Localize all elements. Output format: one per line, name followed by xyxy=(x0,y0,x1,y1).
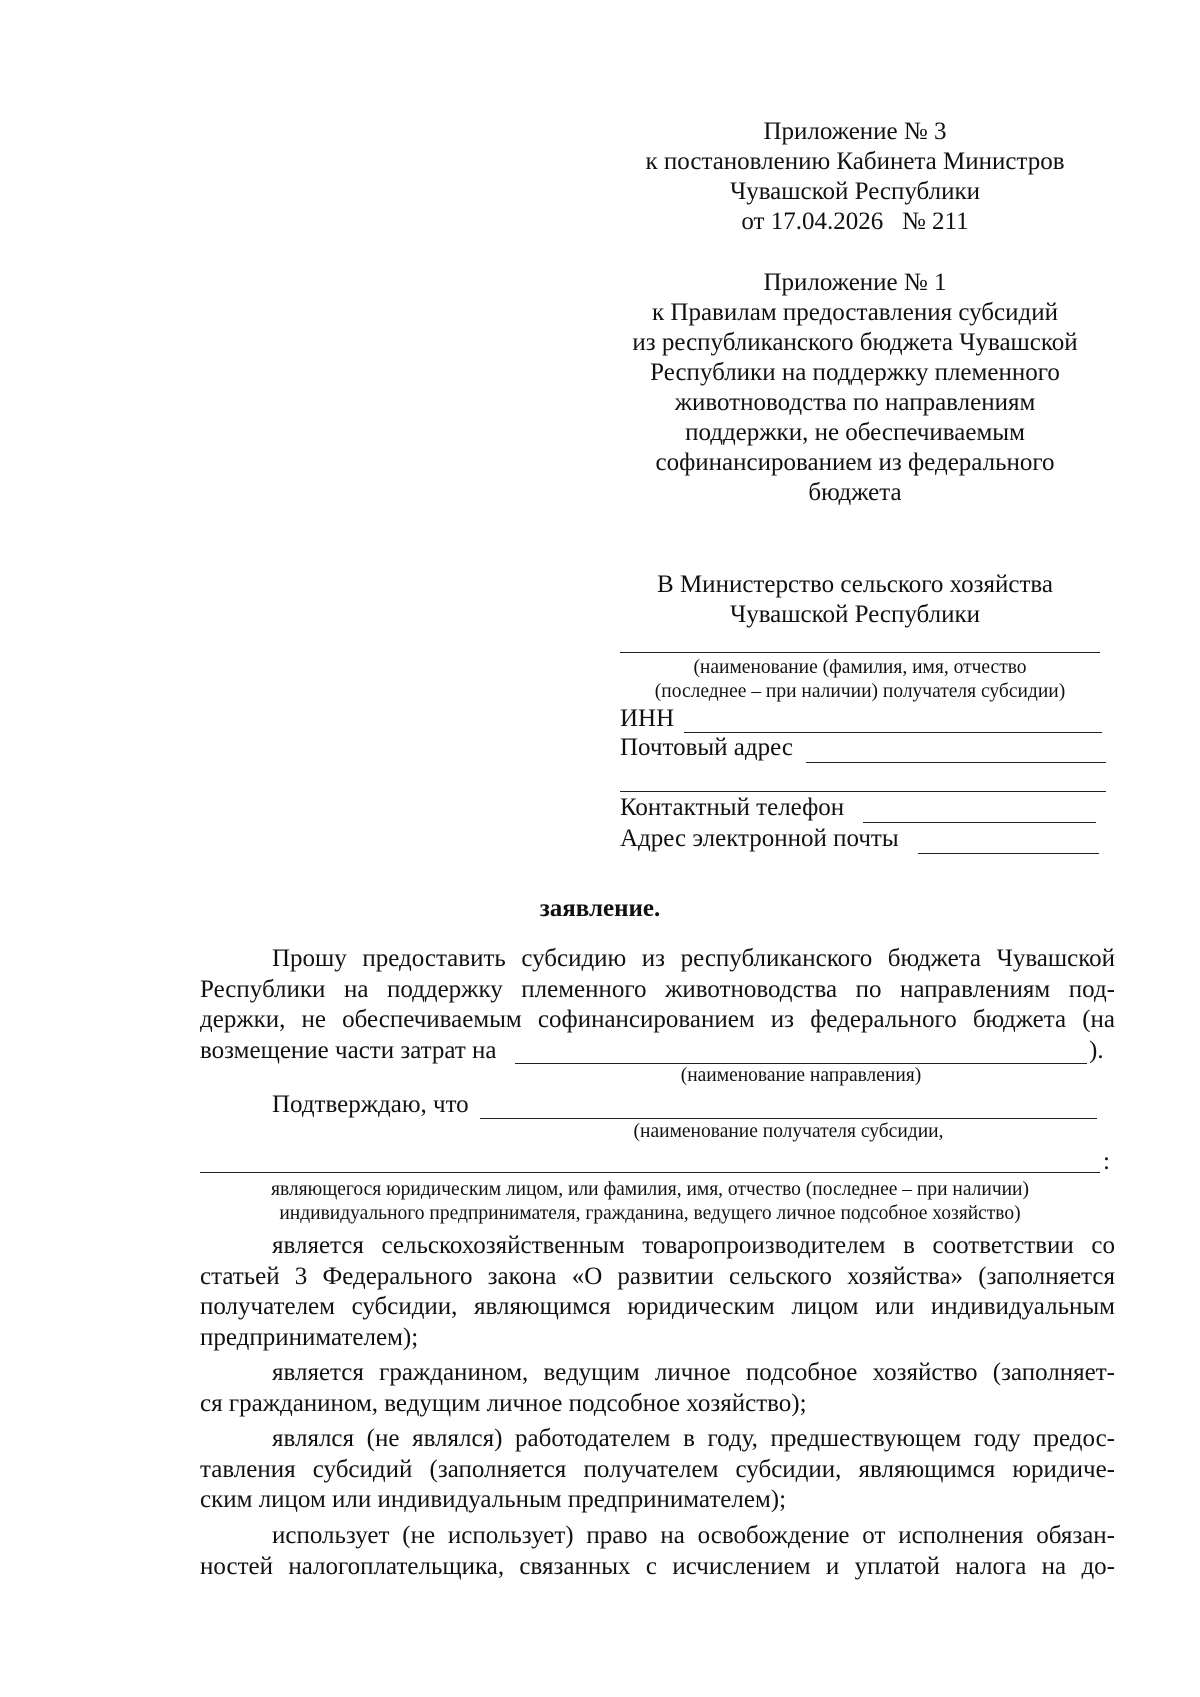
paragraph-line: Республики на поддержку племенного животноводства по направлениям под- xyxy=(200,975,1115,1003)
paragraph-line: Прошу предоставить субсидию из республиканского бюджета Чувашской xyxy=(272,945,1115,972)
postal-address-field[interactable] xyxy=(806,762,1106,763)
paragraph-line: являлся (не являлся) работодателем в году, предшествующем году предос- xyxy=(272,1425,1115,1452)
applicant-name-field[interactable] xyxy=(620,652,1100,653)
paragraph-line: держки, не обеспечиваемым софинансированием из федерального бюджета (на xyxy=(200,1006,1115,1034)
paragraph-line: использует (не использует) право на освобождение от исполнения обязан- xyxy=(272,1522,1115,1549)
request-close: ). xyxy=(1089,1037,1104,1064)
paragraph-line: является гражданином, ведущим личное подсобное хозяйство (заполняет- xyxy=(272,1359,1115,1386)
request-paragraph xyxy=(200,944,1115,1066)
clause-agricultural-producer xyxy=(200,1231,1115,1353)
addressee-line: В Министерство сельского хозяйства xyxy=(657,571,1053,598)
email-field[interactable] xyxy=(918,853,1099,854)
appendix-1-header xyxy=(620,268,1090,508)
paragraph-line: является сельскохозяйственным товаропроизводителем в соответствии со xyxy=(272,1232,1115,1259)
header-line: Приложение № 3 xyxy=(763,118,947,145)
header-line: бюджета xyxy=(808,479,902,506)
paragraph-line: получателем субсидии, являющимся юридическим лицом или индивидуальным xyxy=(200,1293,1115,1321)
paragraph-line: ским лицом или индивидуальным предпринимателем); xyxy=(200,1486,787,1514)
paragraph-line: тавления субсидий (заполняется получателем субсидии, являющимся юридиче- xyxy=(200,1455,1115,1483)
header-line: от 17.04.2026 № 211 xyxy=(741,208,969,235)
confirm-label: Подтверждаю, что xyxy=(272,1091,469,1118)
appendix-3-header xyxy=(620,117,1090,237)
paragraph-line: ся гражданином, ведущим личное подсобное хозяйство); xyxy=(200,1389,807,1417)
phone-label: Контактный телефон xyxy=(620,794,845,821)
header-line: поддержки, не обеспечиваемым xyxy=(685,419,1025,446)
phone-field[interactable] xyxy=(863,822,1096,823)
recipient-hint-bottom xyxy=(200,1178,1100,1226)
header-line: к Правилам предоставления субсидий xyxy=(652,299,1058,326)
header-line: к постановлению Кабинета Министров xyxy=(645,148,1065,175)
clause-household xyxy=(200,1358,1115,1419)
header-line: Чувашской Республики xyxy=(729,178,981,205)
paragraph-line: возмещение части затрат на xyxy=(200,1036,497,1064)
header-line: Республики на поддержку племенного xyxy=(650,359,1060,386)
paragraph-line: предпринимателем); xyxy=(200,1323,419,1351)
hint-line: (наименование (фамилия, имя, отчество xyxy=(693,657,1027,678)
recipient-field-line-2[interactable] xyxy=(200,1172,1100,1173)
recipient-hint-top: (наименование получателя субсидии, xyxy=(633,1121,944,1142)
inn-label: ИНН xyxy=(620,705,675,732)
clause-employer xyxy=(200,1424,1115,1516)
clause-tax-exemption xyxy=(200,1521,1115,1582)
email-label: Адрес электронной почты xyxy=(620,825,899,852)
header-line: из республиканского бюджета Чувашской xyxy=(632,329,1078,356)
header-line: софинансированием из федерального xyxy=(655,449,1055,476)
direction-hint: (наименование направления) xyxy=(680,1065,922,1086)
paragraph-line: статьей 3 Федерального закона «О развитии сельского хозяйства» (заполняется xyxy=(200,1262,1115,1290)
document-title: заявление. xyxy=(539,895,661,922)
header-line: Приложение № 1 xyxy=(763,269,947,296)
paragraph-line: ностей налогоплательщика, связанных с исчислением и уплатой налога на до- xyxy=(200,1552,1115,1580)
addressee-block xyxy=(620,570,1090,630)
postal-address-field-line-2[interactable] xyxy=(620,791,1106,792)
colon: : xyxy=(1103,1148,1110,1175)
recipient-field[interactable] xyxy=(480,1118,1097,1119)
hint-line: (последнее – при наличии) получателя субсидии) xyxy=(654,681,1066,702)
addressee-line: Чувашской Республики xyxy=(729,601,981,628)
applicant-name-hint xyxy=(620,656,1100,704)
postal-address-label: Почтовый адрес xyxy=(620,734,793,761)
hint-line: индивидуального предпринимателя, гражданина, ведущего личное подсобное хозяйство) xyxy=(279,1203,1021,1224)
hint-line: являющегося юридическим лицом, или фамилия, имя, отчество (последнее – при наличии) xyxy=(271,1179,1029,1200)
header-line: животноводства по направлениям xyxy=(674,389,1036,416)
